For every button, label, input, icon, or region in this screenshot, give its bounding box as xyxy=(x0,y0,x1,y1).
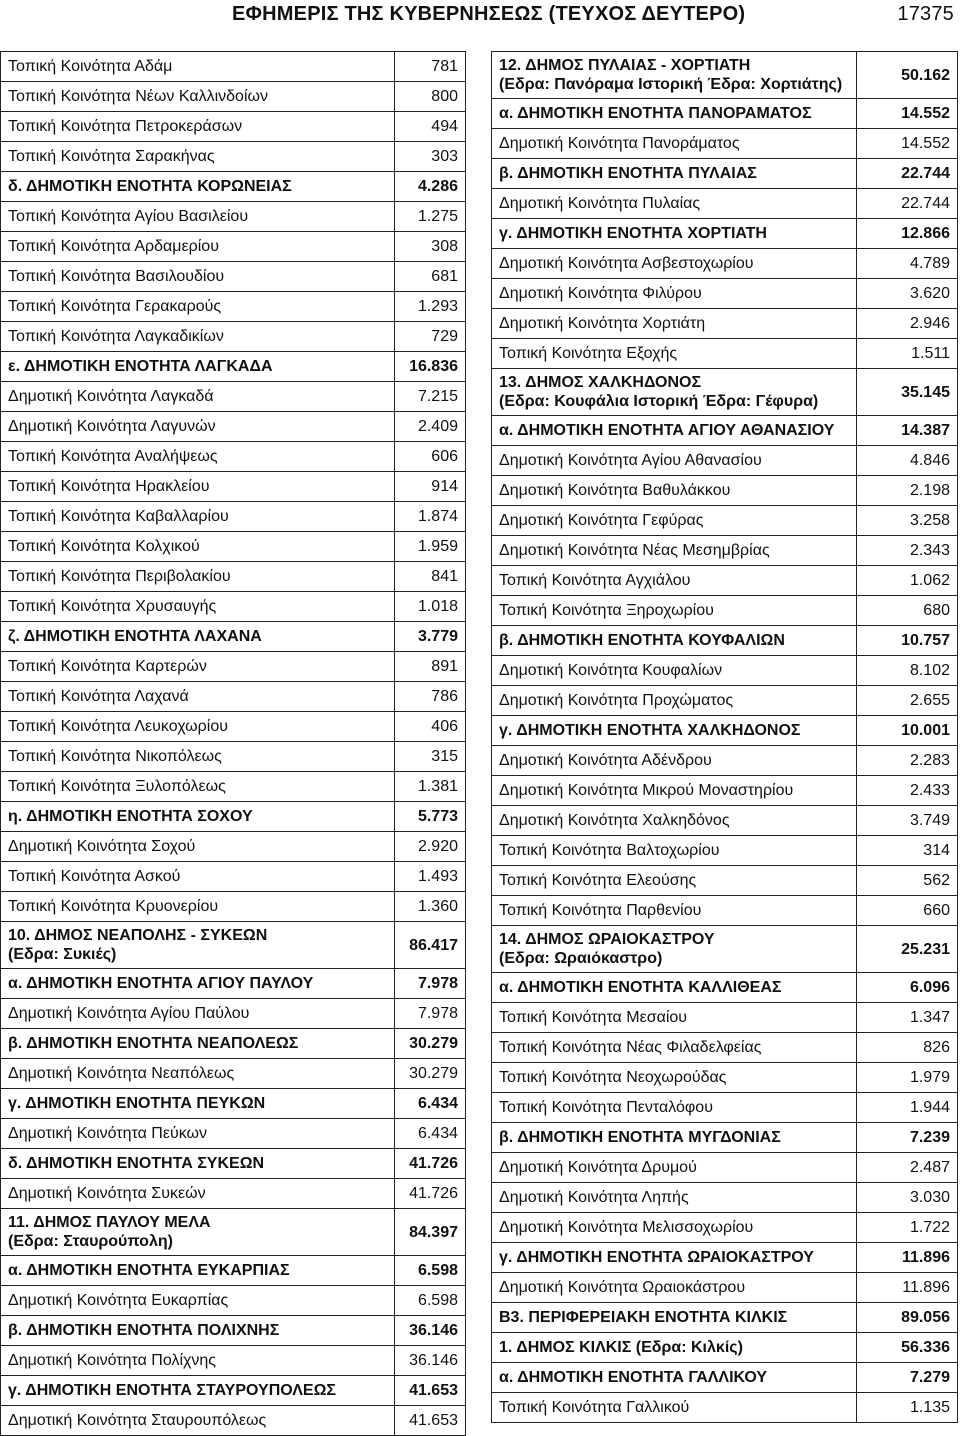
table-row xyxy=(1,1029,466,1059)
population-value: 303 xyxy=(395,142,466,172)
population-value: 1.959 xyxy=(395,532,466,562)
area-name-cell: δ. ΔΗΜΟΤΙΚΗ ΕΝΟΤΗΤΑ ΣΥΚΕΩΝ xyxy=(1,1149,395,1179)
table-row xyxy=(1,202,466,232)
table-row xyxy=(492,896,958,926)
area-name-cell: Δημοτική Κοινότητα Κουφαλίων xyxy=(492,656,857,686)
population-value: 606 xyxy=(395,442,466,472)
area-name-cell: Τοπική Κοινότητα Βαλτοχωρίου xyxy=(492,836,857,866)
area-name-cell: Δημοτική Κοινότητα Πυλαίας xyxy=(492,189,857,219)
population-value: 406 xyxy=(395,712,466,742)
table-row xyxy=(1,1059,466,1089)
area-name-cell: Δημοτική Κοινότητα Αγίου Αθανασίου xyxy=(492,446,857,476)
area-name-cell: Τοπική Κοινότητα Αγχιάλου xyxy=(492,566,857,596)
area-name-cell xyxy=(492,369,857,416)
table-row xyxy=(1,592,466,622)
area-name-cell: γ. ΔΗΜΟΤΙΚΗ ΕΝΟΤΗΤΑ ΧΟΡΤΙΑΤΗ xyxy=(492,219,857,249)
area-name-cell: Τοπική Κοινότητα Καρτερών xyxy=(1,652,395,682)
table-row xyxy=(1,262,466,292)
table-row xyxy=(492,476,958,506)
table-row xyxy=(492,1393,958,1423)
area-name-cell: Τοπική Κοινότητα Νέας Φιλαδελφείας xyxy=(492,1033,857,1063)
area-name-cell: δ. ΔΗΜΟΤΙΚΗ ΕΝΟΤΗΤΑ ΚΟΡΩΝΕΙΑΣ xyxy=(1,172,395,202)
population-value: 729 xyxy=(395,322,466,352)
area-seat: (Εδρα: Ωραιόκαστρο) xyxy=(499,950,663,967)
population-value: 781 xyxy=(395,52,466,82)
area-name-cell: ε. ΔΗΜΟΤΙΚΗ ΕΝΟΤΗΤΑ ΛΑΓΚΑΔΑ xyxy=(1,352,395,382)
area-name-cell: α. ΔΗΜΟΤΙΚΗ ΕΝΟΤΗΤΑ ΚΑΛΛΙΘΕΑΣ xyxy=(492,973,857,1003)
population-value: 36.146 xyxy=(395,1316,466,1346)
table-row xyxy=(492,1153,958,1183)
area-seat: (Εδρα: Συκιές) xyxy=(8,946,117,963)
area-seat: (Εδρα: Σταυρούπολη) xyxy=(8,1233,173,1250)
area-name-cell xyxy=(1,1209,395,1256)
population-value: 5.773 xyxy=(395,802,466,832)
population-value: 11.896 xyxy=(857,1243,958,1273)
table-row xyxy=(492,836,958,866)
area-name-cell: Τοπική Κοινότητα Βασιλουδίου xyxy=(1,262,395,292)
page-number: 17375 xyxy=(897,3,954,25)
population-value: 1.722 xyxy=(857,1213,958,1243)
area-name-cell: γ. ΔΗΜΟΤΙΚΗ ΕΝΟΤΗΤΑ ΣΤΑΥΡΟΥΠΟΛΕΩΣ xyxy=(1,1376,395,1406)
table-row xyxy=(1,682,466,712)
table-row xyxy=(492,416,958,446)
population-value: 914 xyxy=(395,472,466,502)
table-row xyxy=(492,279,958,309)
population-value: 30.279 xyxy=(395,1029,466,1059)
table-row xyxy=(492,1303,958,1333)
population-value: 7.978 xyxy=(395,969,466,999)
population-value: 841 xyxy=(395,562,466,592)
area-name-cell: Δημοτική Κοινότητα Φιλύρου xyxy=(492,279,857,309)
population-value: 1.293 xyxy=(395,292,466,322)
table-row xyxy=(492,219,958,249)
area-name-cell: Δημοτική Κοινότητα Λαγυνών xyxy=(1,412,395,442)
population-value: 3.030 xyxy=(857,1183,958,1213)
area-name-cell: Τοπική Κοινότητα Πετροκεράσων xyxy=(1,112,395,142)
population-value: 308 xyxy=(395,232,466,262)
table-row xyxy=(492,1093,958,1123)
area-name: 10. ΔΗΜΟΣ ΝΕΑΠΟΛΗΣ - ΣΥΚΕΩΝ xyxy=(8,927,268,944)
population-value: 314 xyxy=(857,836,958,866)
area-name-cell xyxy=(1,922,395,969)
table-row xyxy=(492,369,958,416)
population-value: 25.231 xyxy=(857,926,958,973)
table-row xyxy=(492,566,958,596)
population-value: 4.286 xyxy=(395,172,466,202)
table-row xyxy=(1,472,466,502)
population-value: 1.275 xyxy=(395,202,466,232)
table-row xyxy=(1,1119,466,1149)
table-row xyxy=(492,1063,958,1093)
area-name-cell xyxy=(492,52,857,99)
table-row xyxy=(1,772,466,802)
area-name-cell: Δημοτική Κοινότητα Ευκαρπίας xyxy=(1,1286,395,1316)
population-value: 2.343 xyxy=(857,536,958,566)
population-value: 800 xyxy=(395,82,466,112)
population-value: 41.726 xyxy=(395,1179,466,1209)
area-name-cell: γ. ΔΗΜΟΤΙΚΗ ΕΝΟΤΗΤΑ ΠΕΥΚΩΝ xyxy=(1,1089,395,1119)
population-table-right xyxy=(491,51,958,1423)
table-row xyxy=(492,129,958,159)
population-value: 2.946 xyxy=(857,309,958,339)
area-name-cell: Τοπική Κοινότητα Κρυονερίου xyxy=(1,892,395,922)
population-value: 680 xyxy=(857,596,958,626)
area-name-cell: Δημοτική Κοινότητα Ληπής xyxy=(492,1183,857,1213)
area-name-cell: Τοπική Κοινότητα Περιβολακίου xyxy=(1,562,395,592)
table-row xyxy=(492,746,958,776)
table-row xyxy=(492,776,958,806)
population-value: 86.417 xyxy=(395,922,466,969)
table-row xyxy=(492,1183,958,1213)
table-row xyxy=(492,656,958,686)
gazette-title: ΕΦΗΜΕΡΙΣ ΤΗΣ ΚΥΒΕΡΝΗΣΕΩΣ (ΤΕΥΧΟΣ ΔΕΥΤΕΡΟ) xyxy=(232,3,746,25)
population-value: 6.096 xyxy=(857,973,958,1003)
area-name-cell: β. ΔΗΜΟΤΙΚΗ ΕΝΟΤΗΤΑ ΚΟΥΦΑΛΙΩΝ xyxy=(492,626,857,656)
table-row xyxy=(1,892,466,922)
area-name-cell: Τοπική Κοινότητα Αρδαμερίου xyxy=(1,232,395,262)
table-row xyxy=(492,159,958,189)
population-value: 89.056 xyxy=(857,1303,958,1333)
population-value: 562 xyxy=(857,866,958,896)
area-name-cell: Τοπική Κοινότητα Αγίου Βασιλείου xyxy=(1,202,395,232)
population-value: 35.145 xyxy=(857,369,958,416)
table-row xyxy=(1,82,466,112)
table-row xyxy=(492,626,958,656)
population-value: 1.511 xyxy=(857,339,958,369)
population-value: 2.283 xyxy=(857,746,958,776)
area-name-cell: Τοπική Κοινότητα Νικοπόλεως xyxy=(1,742,395,772)
table-row xyxy=(492,1273,958,1303)
area-name-cell: Δημοτική Κοινότητα Μελισσοχωρίου xyxy=(492,1213,857,1243)
area-name-cell: Δημοτική Κοινότητα Αγίου Παύλου xyxy=(1,999,395,1029)
table-row xyxy=(492,973,958,1003)
population-value: 1.360 xyxy=(395,892,466,922)
table-row xyxy=(1,1256,466,1286)
table-row xyxy=(1,862,466,892)
area-name-cell: Τοπική Κοινότητα Ξηροχωρίου xyxy=(492,596,857,626)
area-name-cell: Δημοτική Κοινότητα Χορτιάτη xyxy=(492,309,857,339)
area-name-cell: Δημοτική Κοινότητα Χαλκηδόνος xyxy=(492,806,857,836)
table-row xyxy=(1,1376,466,1406)
area-name-cell: Δημοτική Κοινότητα Νεαπόλεως xyxy=(1,1059,395,1089)
population-value: 11.896 xyxy=(857,1273,958,1303)
area-name-cell xyxy=(492,926,857,973)
population-value: 7.279 xyxy=(857,1363,958,1393)
population-value: 41.653 xyxy=(395,1406,466,1436)
area-name-cell: Τοπική Κοινότητα Κολχικού xyxy=(1,532,395,562)
table-row xyxy=(492,339,958,369)
area-name-cell: α. ΔΗΜΟΤΙΚΗ ΕΝΟΤΗΤΑ ΑΓΙΟΥ ΑΘΑΝΑΣΙΟΥ xyxy=(492,416,857,446)
population-value: 2.198 xyxy=(857,476,958,506)
area-name-cell: Τοπική Κοινότητα Ηρακλείου xyxy=(1,472,395,502)
table-row xyxy=(492,686,958,716)
table-row xyxy=(1,1346,466,1376)
area-name-cell: Τοπική Κοινότητα Αδάμ xyxy=(1,52,395,82)
table-row xyxy=(1,969,466,999)
area-name-cell: Τοπική Κοινότητα Γαλλικού xyxy=(492,1393,857,1423)
table-row xyxy=(1,1089,466,1119)
population-value: 7.239 xyxy=(857,1123,958,1153)
area-name-cell: Δημοτική Κοινότητα Προχώματος xyxy=(492,686,857,716)
area-name-cell: Τοπική Κοινότητα Ξυλοπόλεως xyxy=(1,772,395,802)
population-value: 16.836 xyxy=(395,352,466,382)
area-name-cell: Τοπική Κοινότητα Νεοχωρούδας xyxy=(492,1063,857,1093)
table-row xyxy=(1,712,466,742)
area-name-cell: Δημοτική Κοινότητα Πολίχνης xyxy=(1,1346,395,1376)
area-seat: (Εδρα: Πανόραμα Ιστορική Έδρα: Χορτιάτης) xyxy=(499,76,843,93)
area-name-cell: Δημοτική Κοινότητα Πεύκων xyxy=(1,1119,395,1149)
population-value: 10.001 xyxy=(857,716,958,746)
area-name-cell: Δημοτική Κοινότητα Μικρού Μοναστηρίου xyxy=(492,776,857,806)
area-name-cell: Δημοτική Κοινότητα Ωραιοκάστρου xyxy=(492,1273,857,1303)
population-value: 3.779 xyxy=(395,622,466,652)
table-row xyxy=(1,622,466,652)
area-name-cell: ζ. ΔΗΜΟΤΙΚΗ ΕΝΟΤΗΤΑ ΛΑΧΑΝΑ xyxy=(1,622,395,652)
population-value: 1.493 xyxy=(395,862,466,892)
area-name-cell: β. ΔΗΜΟΤΙΚΗ ΕΝΟΤΗΤΑ ΠΥΛΑΙΑΣ xyxy=(492,159,857,189)
area-name-cell: Τοπική Κοινότητα Σαρακήνας xyxy=(1,142,395,172)
area-name-cell: Δημοτική Κοινότητα Δρυμού xyxy=(492,1153,857,1183)
right-table-body xyxy=(492,52,958,1423)
population-value: 22.744 xyxy=(857,159,958,189)
area-name-cell: Δημοτική Κοινότητα Βαθυλάκκου xyxy=(492,476,857,506)
population-value: 14.552 xyxy=(857,129,958,159)
area-name-cell: α. ΔΗΜΟΤΙΚΗ ΕΝΟΤΗΤΑ ΓΑΛΛΙΚΟΥ xyxy=(492,1363,857,1393)
population-value: 56.336 xyxy=(857,1333,958,1363)
table-row xyxy=(1,1149,466,1179)
table-row xyxy=(492,596,958,626)
population-value: 494 xyxy=(395,112,466,142)
area-name-cell: Δημοτική Κοινότητα Ασβεστοχωρίου xyxy=(492,249,857,279)
table-row xyxy=(1,532,466,562)
area-name-cell: Τοπική Κοινότητα Πενταλόφου xyxy=(492,1093,857,1123)
population-value: 315 xyxy=(395,742,466,772)
area-name-cell: Τοπική Κοινότητα Καβαλλαρίου xyxy=(1,502,395,532)
area-name-cell: β. ΔΗΜΟΤΙΚΗ ΕΝΟΤΗΤΑ ΠΟΛΙΧΝΗΣ xyxy=(1,1316,395,1346)
table-row xyxy=(1,1286,466,1316)
table-row xyxy=(1,1179,466,1209)
table-row xyxy=(492,1003,958,1033)
area-name: 13. ΔΗΜΟΣ ΧΑΛΚΗΔΟΝΟΣ xyxy=(499,374,702,391)
area-name-cell: Δημοτική Κοινότητα Σοχού xyxy=(1,832,395,862)
table-row xyxy=(492,1213,958,1243)
area-name-cell: α. ΔΗΜΟΤΙΚΗ ΕΝΟΤΗΤΑ ΑΓΙΟΥ ΠΑΥΛΟΥ xyxy=(1,969,395,999)
table-row xyxy=(492,1033,958,1063)
table-row xyxy=(492,99,958,129)
area-name-cell: Τοπική Κοινότητα Νέων Καλλινδοίων xyxy=(1,82,395,112)
table-row xyxy=(1,652,466,682)
population-value: 3.749 xyxy=(857,806,958,836)
area-seat: (Εδρα: Κουφάλια Ιστορική Έδρα: Γέφυρα) xyxy=(499,393,819,410)
population-table-left xyxy=(0,51,466,1436)
area-name-cell: Δημοτική Κοινότητα Λαγκαδά xyxy=(1,382,395,412)
table-row xyxy=(492,926,958,973)
table-row xyxy=(492,446,958,476)
population-value: 2.487 xyxy=(857,1153,958,1183)
population-value: 7.978 xyxy=(395,999,466,1029)
table-row xyxy=(492,189,958,219)
table-row xyxy=(1,52,466,82)
table-row xyxy=(1,742,466,772)
area-name-cell: Τοπική Κοινότητα Παρθενίου xyxy=(492,896,857,926)
area-name: 12. ΔΗΜΟΣ ΠΥΛΑΙΑΣ - ΧΟΡΤΙΑΤΗ xyxy=(499,57,751,74)
area-name-cell: Τοπική Κοινότητα Ασκού xyxy=(1,862,395,892)
table-row xyxy=(1,802,466,832)
area-name-cell: 1. ΔΗΜΟΣ ΚΙΛΚΙΣ (Εδρα: Κιλκίς) xyxy=(492,1333,857,1363)
population-value: 8.102 xyxy=(857,656,958,686)
area-name-cell: α. ΔΗΜΟΤΙΚΗ ΕΝΟΤΗΤΑ ΕΥΚΑΡΠΙΑΣ xyxy=(1,1256,395,1286)
population-value: 22.744 xyxy=(857,189,958,219)
population-value: 660 xyxy=(857,896,958,926)
table-row xyxy=(1,412,466,442)
population-value: 681 xyxy=(395,262,466,292)
table-row xyxy=(492,249,958,279)
population-value: 6.598 xyxy=(395,1256,466,1286)
table-row xyxy=(1,322,466,352)
area-name-cell: Τοπική Κοινότητα Χρυσαυγής xyxy=(1,592,395,622)
table-row xyxy=(1,142,466,172)
population-value: 14.387 xyxy=(857,416,958,446)
population-value: 826 xyxy=(857,1033,958,1063)
area-name-cell: β. ΔΗΜΟΤΙΚΗ ΕΝΟΤΗΤΑ ΜΥΓΔΟΝΙΑΣ xyxy=(492,1123,857,1153)
population-value: 1.944 xyxy=(857,1093,958,1123)
population-value: 30.279 xyxy=(395,1059,466,1089)
population-value: 6.598 xyxy=(395,1286,466,1316)
table-row xyxy=(1,382,466,412)
table-row xyxy=(492,1243,958,1273)
area-name-cell: Τοπική Κοινότητα Εξοχής xyxy=(492,339,857,369)
population-value: 2.409 xyxy=(395,412,466,442)
population-value: 2.433 xyxy=(857,776,958,806)
population-value: 14.552 xyxy=(857,99,958,129)
area-name-cell: Τοπική Κοινότητα Ελεούσης xyxy=(492,866,857,896)
table-row xyxy=(1,562,466,592)
population-value: 1.018 xyxy=(395,592,466,622)
table-row xyxy=(1,999,466,1029)
table-row xyxy=(1,1209,466,1256)
table-row xyxy=(492,806,958,836)
table-row xyxy=(1,502,466,532)
table-row xyxy=(492,536,958,566)
population-value: 12.866 xyxy=(857,219,958,249)
population-value: 1.062 xyxy=(857,566,958,596)
table-row xyxy=(1,922,466,969)
area-name-cell: Τοπική Κοινότητα Λαγκαδικίων xyxy=(1,322,395,352)
table-row xyxy=(1,352,466,382)
table-row xyxy=(1,832,466,862)
population-value: 10.757 xyxy=(857,626,958,656)
area-name-cell: Τοπική Κοινότητα Λαχανά xyxy=(1,682,395,712)
population-value: 41.653 xyxy=(395,1376,466,1406)
population-value: 1.347 xyxy=(857,1003,958,1033)
population-value: 2.655 xyxy=(857,686,958,716)
population-value: 7.215 xyxy=(395,382,466,412)
table-row xyxy=(492,866,958,896)
area-name-cell: Δημοτική Κοινότητα Πανοράματος xyxy=(492,129,857,159)
area-name-cell: Δημοτική Κοινότητα Αδένδρου xyxy=(492,746,857,776)
area-name-cell: Δημοτική Κοινότητα Σταυρουπόλεως xyxy=(1,1406,395,1436)
area-name-cell: Β3. ΠΕΡΙΦΕΡΕΙΑΚΗ ΕΝΟΤΗΤΑ ΚΙΛΚΙΣ xyxy=(492,1303,857,1333)
population-value: 36.146 xyxy=(395,1346,466,1376)
table-row xyxy=(1,232,466,262)
table-row xyxy=(1,172,466,202)
area-name-cell: β. ΔΗΜΟΤΙΚΗ ΕΝΟΤΗΤΑ ΝΕΑΠΟΛΕΩΣ xyxy=(1,1029,395,1059)
population-value: 786 xyxy=(395,682,466,712)
table-row xyxy=(1,1316,466,1346)
population-value: 6.434 xyxy=(395,1119,466,1149)
population-value: 2.920 xyxy=(395,832,466,862)
area-name-cell: η. ΔΗΜΟΤΙΚΗ ΕΝΟΤΗΤΑ ΣΟΧΟΥ xyxy=(1,802,395,832)
population-value: 84.397 xyxy=(395,1209,466,1256)
table-row xyxy=(492,309,958,339)
area-name-cell: γ. ΔΗΜΟΤΙΚΗ ΕΝΟΤΗΤΑ ΩΡΑΙΟΚΑΣΤΡΟΥ xyxy=(492,1243,857,1273)
population-value: 4.789 xyxy=(857,249,958,279)
area-name-cell: Τοπική Κοινότητα Μεσαίου xyxy=(492,1003,857,1033)
table-row xyxy=(492,1333,958,1363)
area-name-cell: Τοπική Κοινότητα Γερακαρούς xyxy=(1,292,395,322)
table-row xyxy=(1,112,466,142)
area-name-cell: γ. ΔΗΜΟΤΙΚΗ ΕΝΟΤΗΤΑ ΧΑΛΚΗΔΟΝΟΣ xyxy=(492,716,857,746)
population-value: 1.381 xyxy=(395,772,466,802)
population-value: 1.874 xyxy=(395,502,466,532)
table-row xyxy=(1,292,466,322)
population-value: 3.620 xyxy=(857,279,958,309)
area-name: 14. ΔΗΜΟΣ ΩΡΑΙΟΚΑΣΤΡΟΥ xyxy=(499,931,715,948)
area-name-cell: Δημοτική Κοινότητα Νέας Μεσημβρίας xyxy=(492,536,857,566)
population-value: 41.726 xyxy=(395,1149,466,1179)
table-row xyxy=(492,1123,958,1153)
area-name-cell: Τοπική Κοινότητα Αναλήψεως xyxy=(1,442,395,472)
population-value: 4.846 xyxy=(857,446,958,476)
table-row xyxy=(492,52,958,99)
area-name-cell: Τοπική Κοινότητα Λευκοχωρίου xyxy=(1,712,395,742)
table-row xyxy=(1,442,466,472)
area-name-cell: Δημοτική Κοινότητα Γεφύρας xyxy=(492,506,857,536)
population-value: 50.162 xyxy=(857,52,958,99)
population-value: 3.258 xyxy=(857,506,958,536)
page-header xyxy=(0,0,960,34)
population-value: 6.434 xyxy=(395,1089,466,1119)
population-value: 891 xyxy=(395,652,466,682)
area-name-cell: α. ΔΗΜΟΤΙΚΗ ΕΝΟΤΗΤΑ ΠΑΝΟΡΑΜΑΤΟΣ xyxy=(492,99,857,129)
table-row xyxy=(492,506,958,536)
table-row xyxy=(1,1406,466,1436)
area-name: 11. ΔΗΜΟΣ ΠΑΥΛΟΥ ΜΕΛΑ xyxy=(8,1214,211,1231)
population-value: 1.135 xyxy=(857,1393,958,1423)
left-table-body xyxy=(1,52,466,1436)
area-name-cell: Δημοτική Κοινότητα Συκεών xyxy=(1,1179,395,1209)
table-row xyxy=(492,716,958,746)
table-row xyxy=(492,1363,958,1393)
population-value: 1.979 xyxy=(857,1063,958,1093)
